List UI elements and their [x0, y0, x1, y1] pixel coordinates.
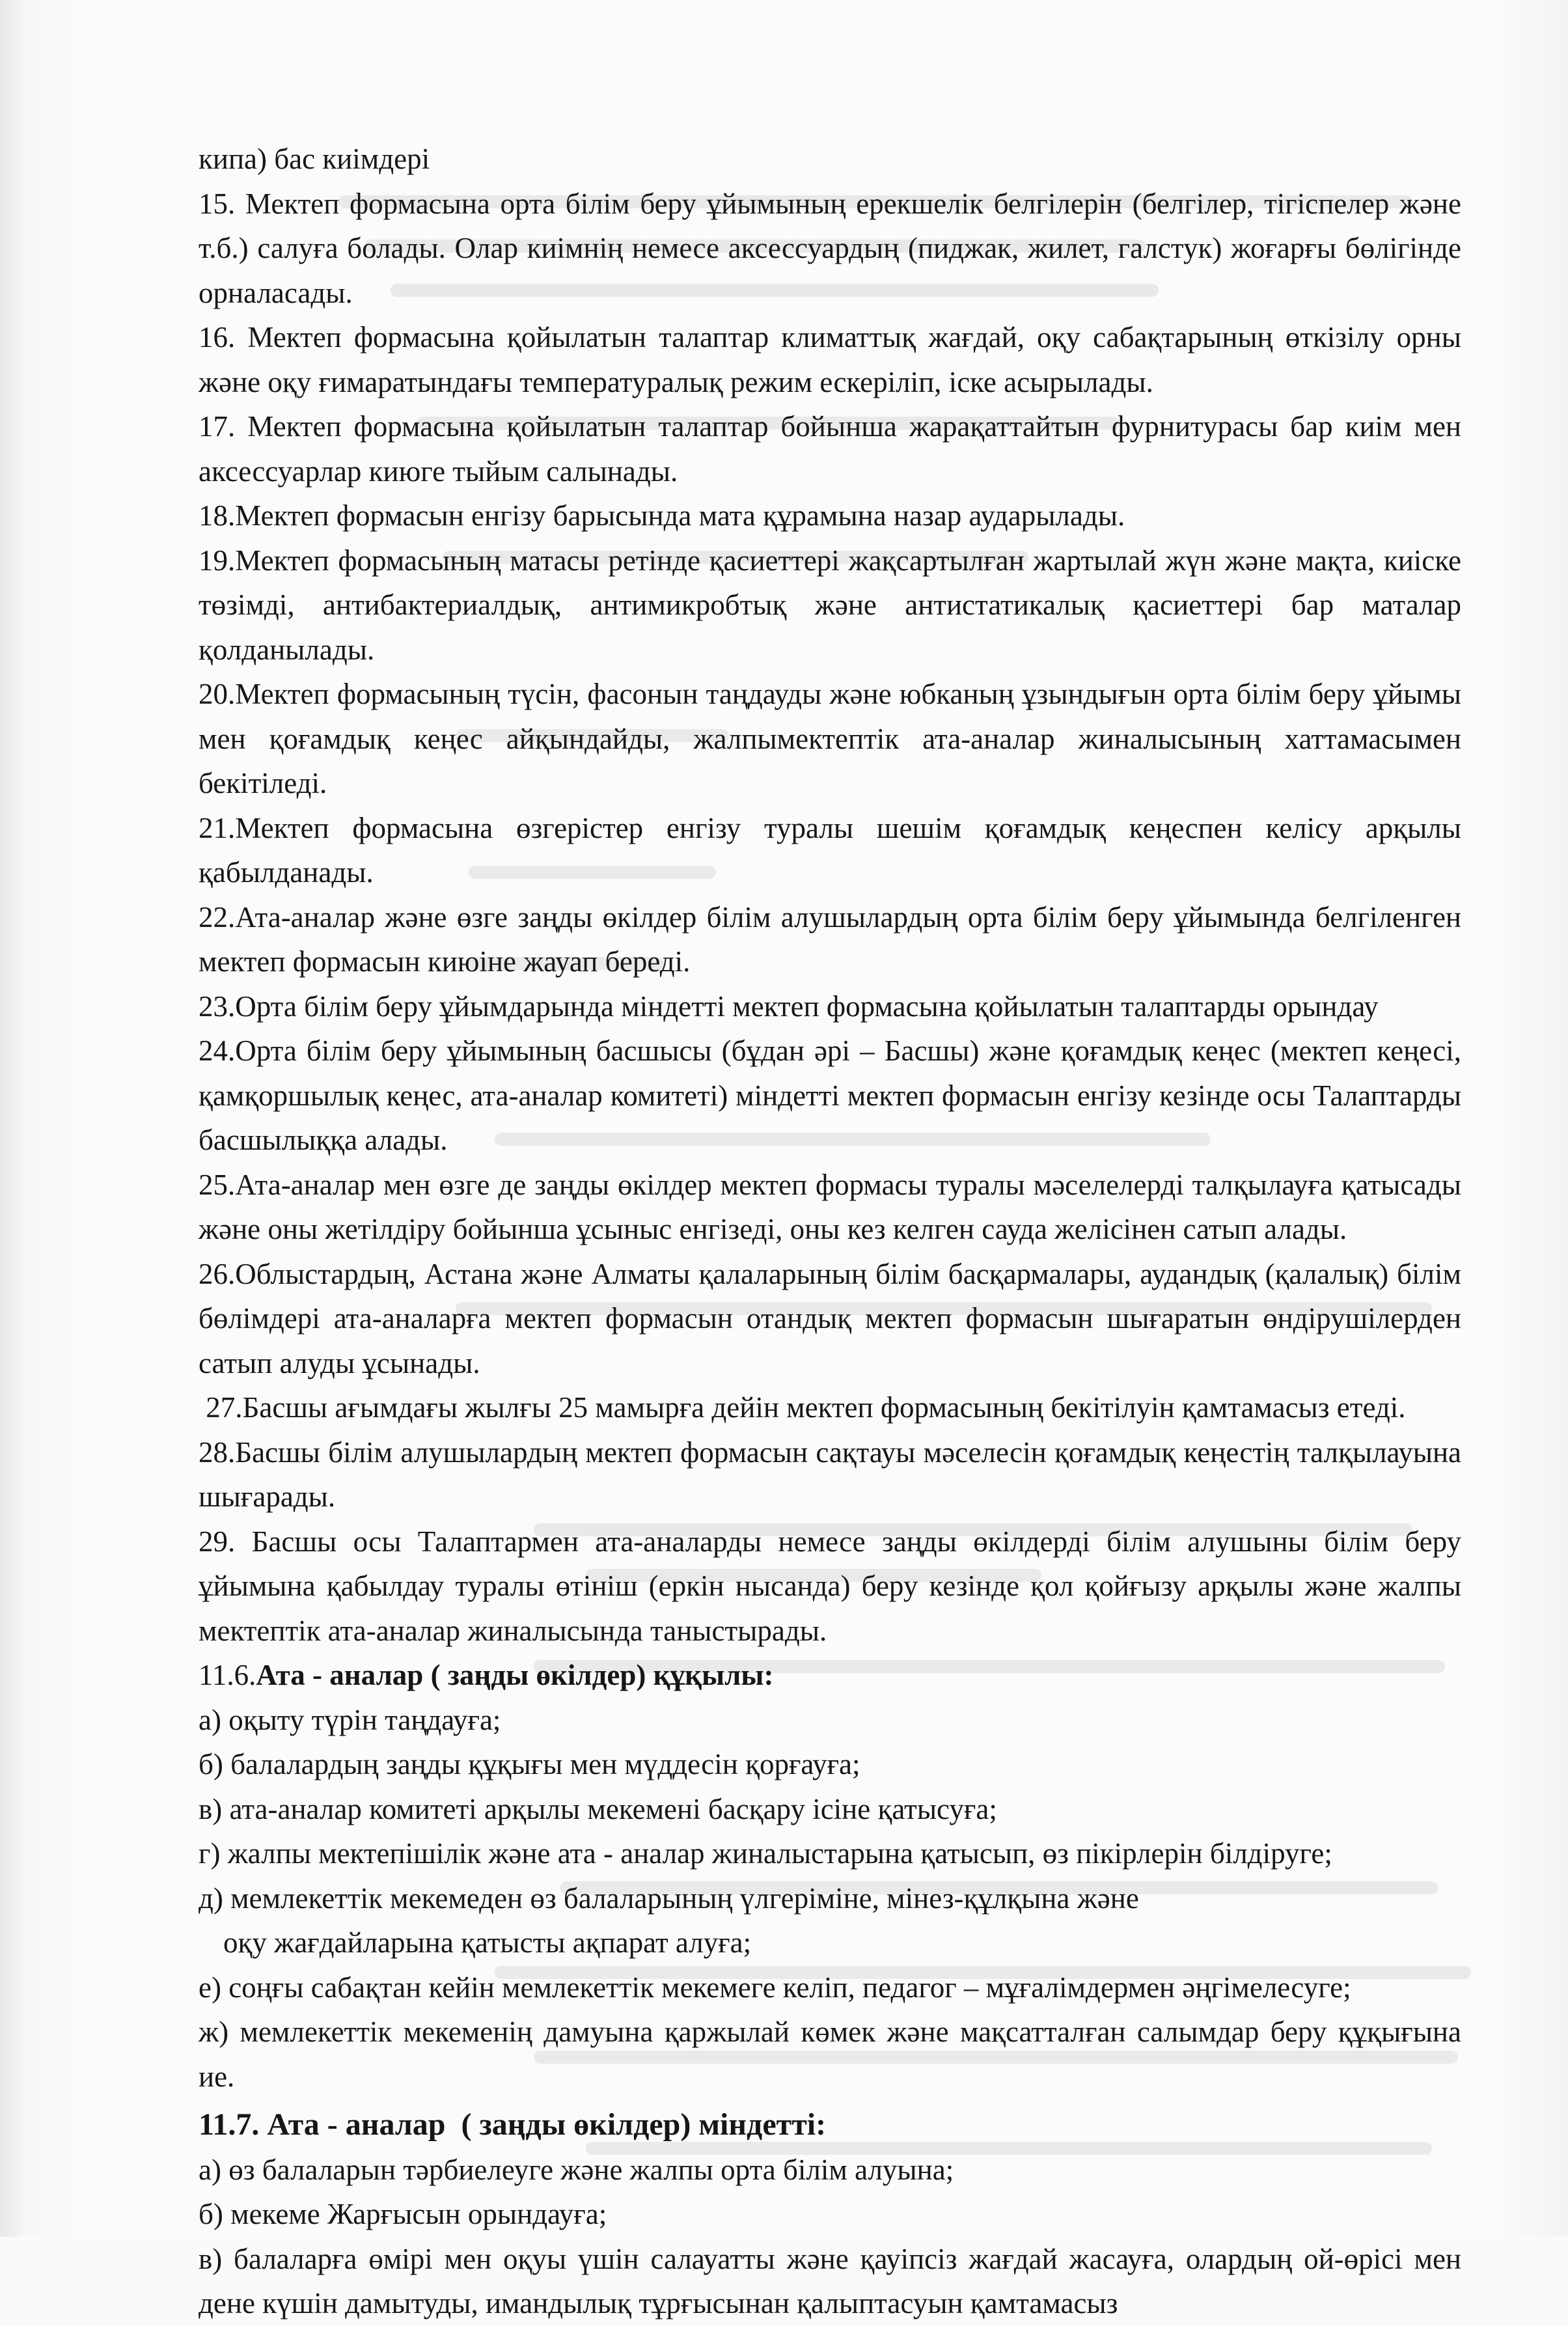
- list-item: ж) мемлекеттік мекеменің дамуына қаржылай көмек және мақсатталған салымдар беру құқығына ие.: [199, 2015, 1461, 2093]
- paragraph: 25.Ата-аналар мен өзге де заңды өкілдер мектеп формасы туралы мәселелерді талқылауға қатысады және оны жетілдіру бойынша ұсыныс енгізеді, оны кез келген сауда желісінен сатып алады.: [199, 1168, 1461, 1245]
- section-heading-duties: [199, 2103, 1461, 2148]
- paragraph: 27.Басшы ағымдағы жылғы 25 мамырға дейін мектеп формасының бекітілуін қамтамасыз етеді.: [199, 1391, 1406, 1424]
- paragraph: 24.Орта білім беру ұйымының басшысы (бұдан әрі – Басшы) және қоғамдық кеңес (мектеп кеңесі, қамқоршылық кеңес, ата-аналар комитеті) міндетті мектеп формасын енгізу кезінде осы Талаптарды басшылыққа алады.: [199, 1034, 1461, 1156]
- paragraph: 17. Мектеп формасына қойылатын талаптар бойынша жарақаттайтын фурнитурасы бар киім мен аксессуарлар киюге тыйым салынады.: [199, 410, 1461, 488]
- list-item: г) жалпы мектепішілік және ата - аналар жиналыстарына қатысып, өз пікірлерін білдіруге;: [199, 1837, 1332, 1870]
- list-item: а) өз балаларын тәрбиелеуге және жалпы орта білім алуына;: [199, 2153, 954, 2186]
- document-body: [199, 137, 1461, 2326]
- list-item: в) балаларға өмірі мен оқуы үшін салауатты және қауіпсіз жағдай жасауға, олардың ой-өрісі мен дене күшін дамытуды, имандылық тұрғысынан қалыптасуын қамтамасыз: [199, 2242, 1461, 2319]
- list-item: б) балалардың заңды құқығы мен мүддесін қорғауға;: [199, 1748, 860, 1780]
- paragraph: 18.Мектеп формасын енгізу барысында мата құрамына назар аударылады.: [199, 499, 1125, 532]
- list-item: б) мекеме Жарғысын орындауға;: [199, 2198, 607, 2230]
- paragraph: 19.Мектеп формасының матасы ретінде қасиеттері жақсартылған жартылай жүн және мақта, киіске төзімді, антибактериалдық, антимикробтық және антистатикалық қасиеттері бар маталар қолданылады.: [199, 544, 1461, 666]
- list-item: а) оқыту түрін таңдауға;: [199, 1703, 501, 1736]
- paragraph: 21.Мектеп формасына өзгерістер енгізу туралы шешім қоғамдық кеңеспен келісу арқылы қабылданады.: [199, 811, 1461, 889]
- paragraph: 16. Мектеп формасына қойылатын талаптар климаттық жағдай, оқу сабақтарының өткізілу орны және оқу ғимаратындағы температуралық режим ескеріліп, іске асырылады.: [199, 321, 1461, 398]
- section-number: 11.7.: [199, 2107, 260, 2142]
- section-title: Ата - аналар ( заңды өкілдер) міндетті:: [267, 2107, 827, 2142]
- paragraph: 20.Мектеп формасының түсін, фасонын таңдауды және юбканың ұзындығын орта білім беру ұйымы мен қоғамдық кеңес айқындайды, жалпымектептік ата-аналар жиналысының хаттамасымен бекітіледі.: [199, 678, 1461, 799]
- paragraph: 23.Орта білім беру ұйымдарында міндетті мектеп формасына қойылатын талаптарды орындау: [199, 990, 1379, 1023]
- list-item: е) соңғы сабақтан кейін мемлекеттік мекемеге келіп, педагог – мұғалімдермен әңгімелесуге;: [199, 1971, 1351, 2004]
- paragraph: 26.Облыстардың, Астана және Алматы қалаларының білім басқармалары, аудандық (қалалық) білім бөлімдері ата-аналарға мектеп формасын отандық мектеп формасын шығаратын өндірушілерден сатып алуды ұсынады.: [199, 1257, 1461, 1379]
- paragraph: 28.Басшы білім алушылардың мектеп формасын сақтауы мәселесін қоғамдық кеңестің талқылауына шығарады.: [199, 1435, 1461, 1513]
- list-item: оқу жағдайларына қатысты ақпарат алуға;: [223, 1926, 752, 1959]
- section-heading-rights: [199, 1653, 1461, 1698]
- list-item: д) мемлекеттік мекемеден өз балаларының үлгеріміне, мінез-құлқына және: [199, 1881, 1139, 1915]
- list-item: в) ата-аналар комитеті арқылы мекемені басқару ісіне қатысуға;: [199, 1792, 997, 1825]
- paragraph: 22.Ата-аналар және өзге заңды өкілдер білім алушылардың орта білім беру ұйымында белгіленген мектеп формасын киюіне жауап береді.: [199, 900, 1461, 978]
- section-title: Ата - аналар ( заңды өкілдер) құқылы:: [256, 1659, 774, 1691]
- paragraph: кипа) бас киімдері: [199, 143, 430, 175]
- section-number: 11.6.: [199, 1659, 256, 1691]
- paragraph: 15. Мектеп формасына орта білім беру ұйымының ерекшелік белгілерін (белгілер, тігіспелер және т.б.) салуға болады. Олар киімнің немесе аксессуардың (пиджак, жилет, галстук) жоғарғы бөлігінде орналасады.: [199, 187, 1461, 309]
- paragraph: 29. Басшы осы Талаптармен ата-аналарды немесе заңды өкілдерді білім алушыны білім беру ұйымына қабылдау туралы өтініш (еркін нысанда) беру кезінде қол қойғызу арқылы және жалпы мектептік ата-аналар жиналысында таныстырады.: [199, 1525, 1461, 1647]
